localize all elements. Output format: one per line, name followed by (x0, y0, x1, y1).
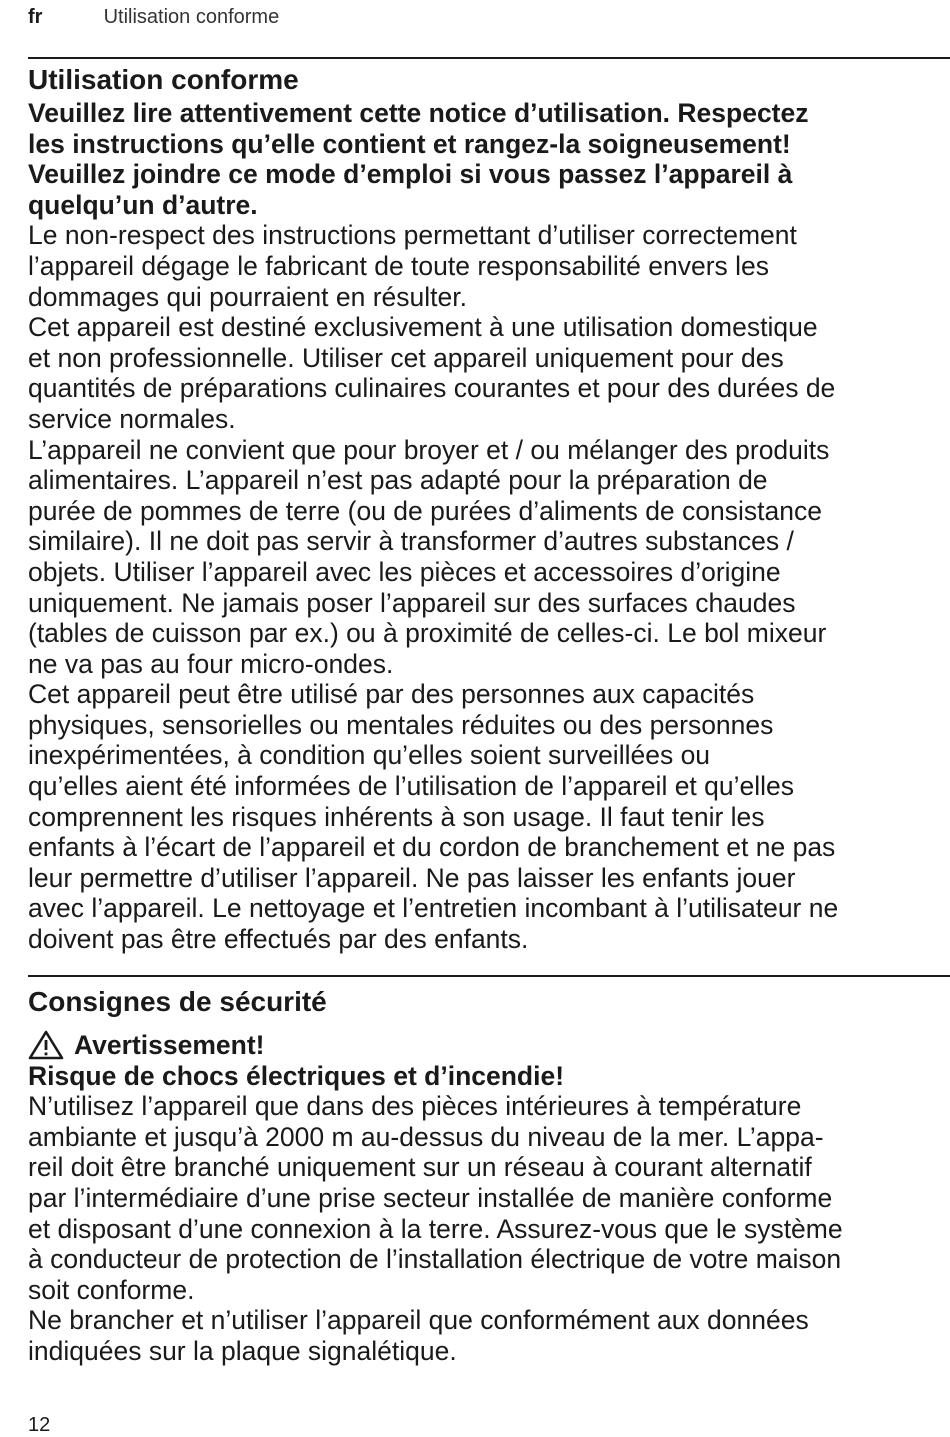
running-section-title: Utilisation conforme (103, 6, 280, 28)
text-line: similaire). Il ne doit pas servir à transformer d’autres substances / (28, 526, 794, 557)
text-line: quelqu’un d’autre. (28, 189, 258, 220)
paragraph-usage-limits (28, 435, 944, 680)
text-line: ne va pas au four micro-ondes. (28, 648, 394, 679)
section-title: Consignes de sécurité (28, 986, 327, 1017)
text-line: reil doit être branché uniquement sur un réseau à courant alternatif (28, 1152, 812, 1183)
section-safety (28, 984, 944, 1367)
section-rule (28, 975, 950, 977)
text-line: alimentaires. L’appareil n’est pas adapté pour la préparation de (28, 465, 768, 496)
paragraph-domestic-use (28, 312, 944, 434)
text-line: quantités de préparations culinaires courantes et pour des durées de (28, 373, 836, 404)
paragraph-electrical (28, 1091, 944, 1305)
warning-heading (28, 1030, 944, 1061)
text-line: qu’elles aient été informées de l’utilisation de l’appareil et qu’elles (28, 771, 795, 802)
text-line: leur permettre d’utiliser l’appareil. Ne pas laisser les enfants jouer (28, 862, 796, 893)
text-line: Cet appareil peut être utilisé par des personnes aux capacités (28, 679, 755, 710)
text-line: ambiante et jusqu’à 2000 m au-dessus du niveau de la mer. L’appa- (28, 1121, 824, 1152)
text-line: objets. Utiliser l’appareil avec les pièces et accessoires d’origine (28, 556, 781, 587)
warning-subtitle: Risque de chocs électriques et d’incendie! (28, 1060, 565, 1091)
text-line: N’utilisez l’appareil que dans des pièces intérieures à température (28, 1091, 802, 1122)
text-line: Ne brancher et n’utiliser l’appareil que conformément aux données (28, 1305, 809, 1336)
text-line: l’appareil dégage le fabricant de toute responsabilité envers les (28, 250, 770, 281)
text-line: purée de pommes de terre (ou de purées d’aliments de consistance (28, 495, 822, 526)
text-line: (tables de cuisson par ex.) ou à proximité de celles-ci. Le bol mixeur (28, 618, 827, 649)
section-title: Utilisation conforme (28, 64, 299, 95)
language-code: fr (28, 6, 43, 28)
header-rule (28, 57, 950, 59)
text-line: doivent pas être effectués par des enfants. (28, 924, 529, 955)
text-line: uniquement. Ne jamais poser l’appareil sur des surfaces chaudes (28, 587, 796, 618)
text-line: à conducteur de protection de l’installation électrique de votre maison (28, 1244, 842, 1275)
text-line: avec l’appareil. Le nettoyage et l’entretien incombant à l’utilisateur ne (28, 893, 839, 924)
text-line: L’appareil ne convient que pour broyer et / ou mélanger des produits (28, 434, 830, 465)
text-line: Veuillez lire attentivement cette notice d’utilisation. Respectez (28, 98, 809, 128)
warning-label: Avertissement! (74, 1030, 265, 1060)
text-line: soit conforme. (28, 1274, 195, 1305)
paragraph-rating-plate (28, 1305, 944, 1366)
warning-triangle-icon (28, 1030, 64, 1060)
intro-bold-paragraph (28, 98, 944, 220)
page-header (28, 4, 279, 30)
text-line: Le non-respect des instructions permettant d’utiliser correctement (28, 220, 797, 251)
text-line: Cet appareil est destiné exclusivement à une utilisation domestique (28, 312, 818, 343)
text-line: comprennent les risques inhérents à son usage. Il faut tenir les (28, 801, 765, 832)
text-line: enfants à l’écart de l’appareil et du cordon de branchement et ne pas (28, 832, 836, 863)
text-line: les instructions qu’elle contient et rangez-la soigneusement! (28, 128, 791, 159)
paragraph-persons-children (28, 679, 944, 954)
text-line: inexpérimentées, à condition qu’elles soient surveillées ou (28, 740, 711, 771)
text-line: physiques, sensorielles ou mentales réduites ou des personnes (28, 709, 774, 740)
text-line: et non professionnelle. Utiliser cet appareil uniquement pour des (28, 342, 784, 373)
page-number: 12 (28, 1414, 51, 1436)
text-line: dommages qui pourraient en résulter. (28, 281, 467, 312)
text-line: indiquées sur la plaque signalétique. (28, 1335, 457, 1366)
text-line: et disposant d’une connexion à la terre. Assurez-vous que le système (28, 1213, 843, 1244)
paragraph-liability (28, 220, 944, 312)
text-line: service normales. (28, 403, 236, 434)
section-intended-use (28, 62, 944, 955)
text-line: par l’intermédiaire d’une prise secteur installée de manière conforme (28, 1182, 833, 1213)
text-line: Veuillez joindre ce mode d’emploi si vous passez l’appareil à (28, 159, 793, 190)
